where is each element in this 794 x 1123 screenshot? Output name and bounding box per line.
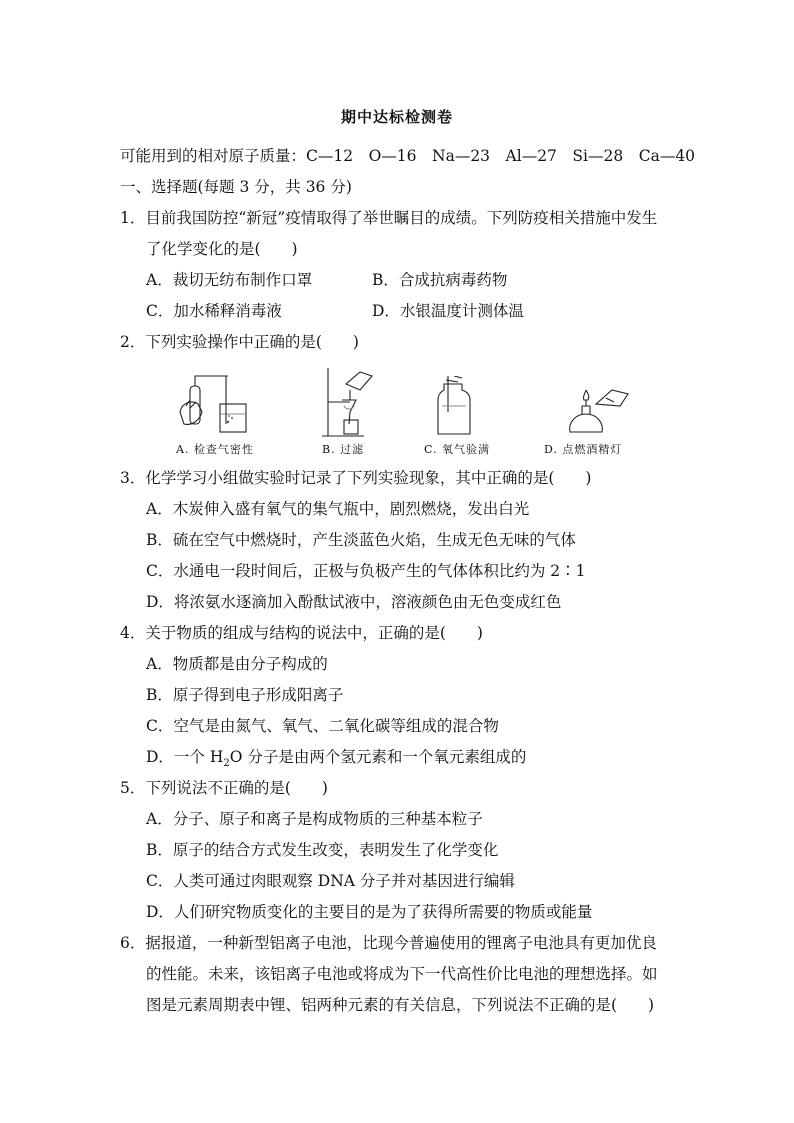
question-6-stem-line-3: 图是元素周期表中锂、铝两种元素的有关信息，下列说法不正确的是( ) [146,996,655,1014]
question-5-option-b: B．原子的结合方式发生改变，表明发生了化学变化 [146,841,499,859]
question-1-stem-line-1: 1．目前我国防控“新冠”疫情取得了举世瞩目的成绩。下列防疫相关措施中发生 [120,209,658,227]
question-4-option-a: A．物质都是由分子构成的 [146,655,328,673]
caption-b: B. 过滤 [322,443,365,456]
question-5-stem: 5．下列说法不正确的是( ) [120,779,328,797]
airtightness-check-illustration [172,372,262,438]
question-3-option-b: B．硫在空气中燃烧时，产生淡蓝色火焰，生成无色无味的气体 [146,531,576,549]
question-1-option-b: B．合成抗病毒药物 [372,271,508,289]
question-2-stem: 2．下列实验操作中正确的是( ) [120,333,359,351]
caption-d: D. 点燃酒精灯 [544,443,623,456]
question-5-option-c: C．人类可通过肉眼观察 DNA 分子并对基因进行编辑 [146,872,515,890]
question-6-stem-line-2: 的性能。未来，该铝离子电池或将成为下一代高性价比电池的理想选择。如 [146,965,658,983]
question-3-option-c: C．水通电一段时间后，正极与负极产生的气体体积比约为 2∶1 [146,562,586,580]
question-6-stem-line-1: 6．据报道，一种新型铝离子电池，比现今普遍使用的锂离子电池具有更加优良 [120,934,657,952]
question-3-option-a: A．木炭伸入盛有氧气的集气瓶中，剧烈燃烧，发出白光 [146,500,530,518]
question-4-option-d-prefix: D．一个 H [146,748,224,766]
alcohol-lamp-illustration [566,386,636,438]
filtration-illustration [320,366,376,440]
question-4-option-d-suffix: O 分子是由两个氢元素和一个氧元素组成的 [229,748,527,766]
question-5-option-a: A．分子、原子和离子是构成物质的三种基本粒子 [146,810,483,828]
page-title: 期中达标检测卷 [340,108,453,126]
caption-c: C. 氧气验满 [424,443,491,456]
question-3-option-d: D．将浓氨水逐滴加入酚酞试液中，溶液颜色由无色变成红色 [146,593,562,611]
caption-a: A. 检查气密性 [176,443,254,456]
question-3-stem: 3．化学学习小组做实验时记录了下列实验现象，其中正确的是( ) [120,469,592,487]
question-1-option-c: C．加水稀释消毒液 [146,302,282,320]
question-4-option-c: C．空气是由氮气、氧气、二氧化碳等组成的混合物 [146,717,499,735]
question-1-option-d: D．水银温度计测体温 [372,302,524,320]
question-4-option-b: B．原子得到电子形成阳离子 [146,686,344,704]
section-heading: 一、选择题(每题 3 分，共 36 分) [120,178,352,196]
atomic-masses-note: 可能用到的相对原子质量：C—12 O—16 Na—23 Al—27 Si—28 Ca—40 [120,147,696,165]
question-1-option-a: A．裁切无纺布制作口罩 [146,271,313,289]
question-4-option-d-subscript: 2 [223,758,230,770]
question-1-stem-line-2: 了化学变化的是( ) [146,240,298,258]
oxygen-check-illustration [432,376,476,438]
question-4-option-d [146,747,526,774]
question-5-option-d: D．人们研究物质变化的主要目的是为了获得所需要的物质或能量 [146,903,593,921]
question-4-stem: 4．关于物质的组成与结构的说法中，正确的是( ) [120,624,483,642]
